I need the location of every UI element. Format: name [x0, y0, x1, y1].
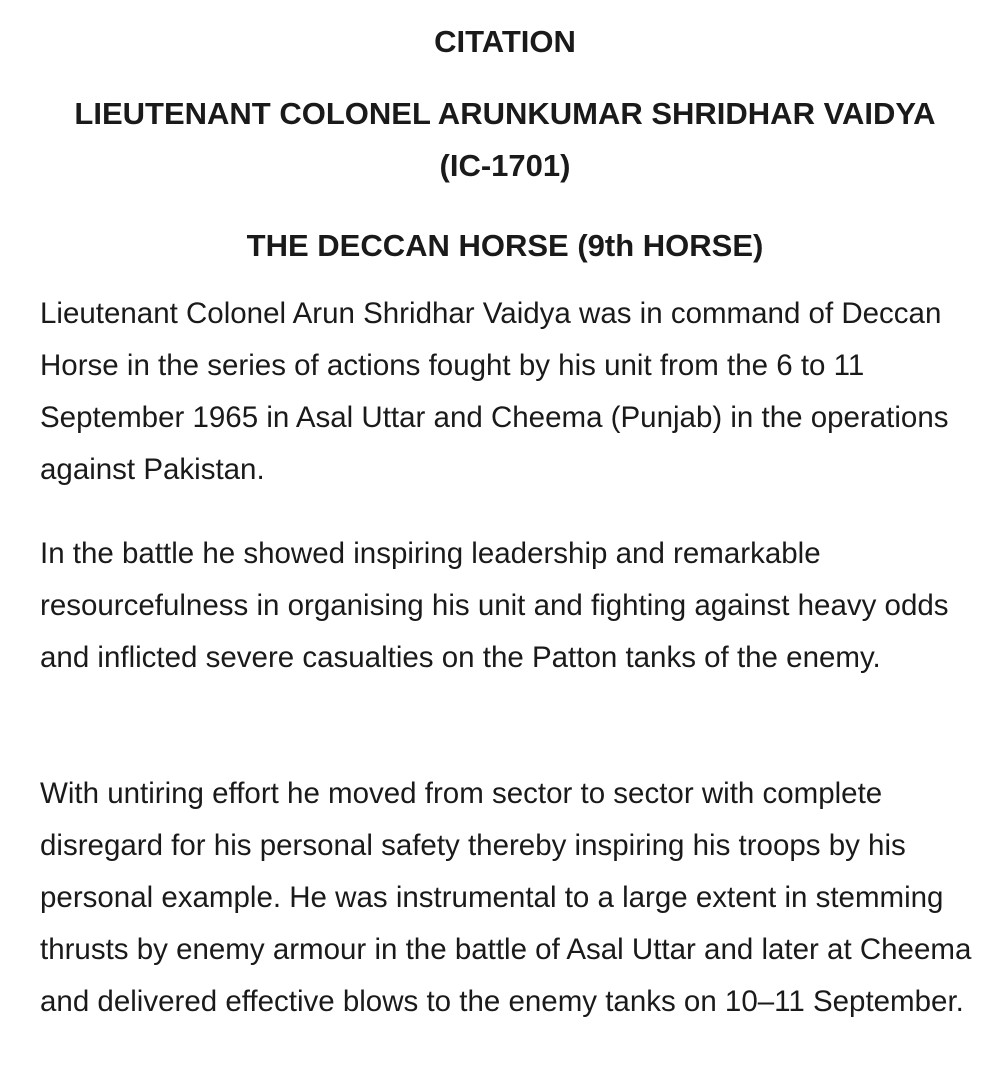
paragraph-1-block [40, 288, 975, 496]
officer-name: LIEUTENANT COLONEL ARUNKUMAR SHRIDHAR VAIDYA [74, 96, 936, 131]
citation-title-block [40, 22, 970, 62]
citation-paragraph-1: Lieutenant Colonel Arun Shridhar Vaidya was in command of Deccan Horse in the series of actions fought by his unit from the 6 to 11 September 1965 in Asal Uttar and Cheema (Punjab) in the operations against Pakistan. [40, 297, 949, 486]
citation-paragraph-2: In the battle he showed inspiring leadership and remarkable resourcefulness in organising his unit and fighting against heavy odds and inflicted severe casualties on the Patton tanks of the enemy. [40, 537, 949, 674]
officer-heading [40, 88, 970, 192]
unit-name-block [40, 222, 970, 270]
citation-title: CITATION [434, 24, 576, 59]
citation-paragraph-3: With untiring effort he moved from sector to sector with complete disregard for his personal safety thereby inspiring his troops by his personal example. He was instrumental to a large extent in stemming thrusts by enemy armour in the battle of Asal Uttar and later at Cheema and delivered effective blows to the enemy tanks on 10–11 September. [40, 777, 972, 1018]
unit-name: THE DECCAN HORSE (9th HORSE) [246, 228, 764, 263]
paragraph-3-block [40, 768, 975, 1028]
officer-number: (IC-1701) [439, 148, 571, 183]
officer-name-block [40, 88, 970, 192]
paragraph-2-block [40, 528, 975, 684]
